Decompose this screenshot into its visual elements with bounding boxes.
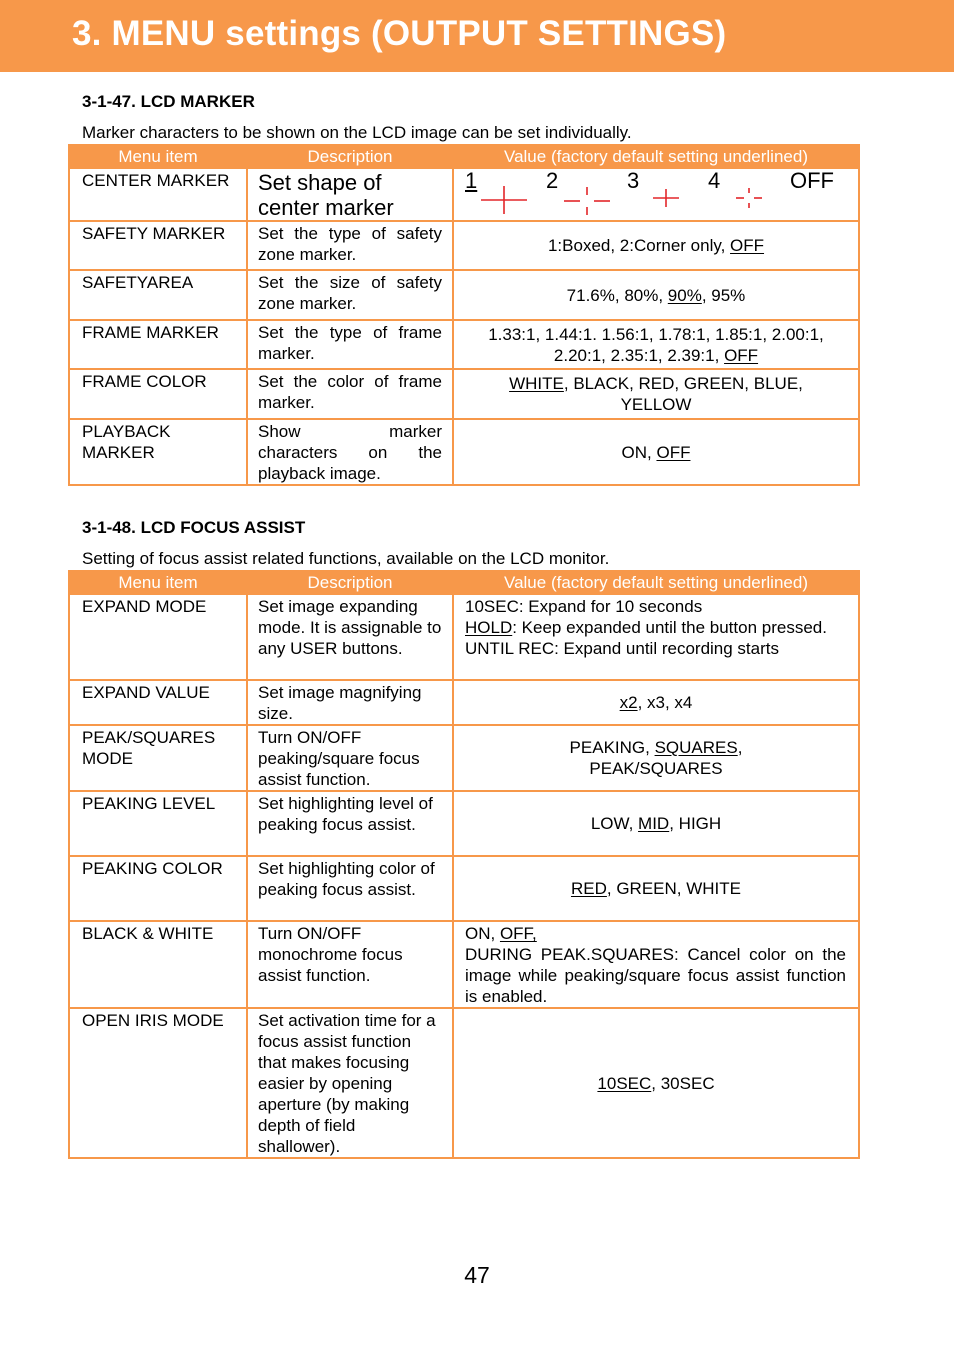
menu-item-safety-marker: SAFETY MARKER	[69, 221, 247, 270]
default-value: x2	[619, 693, 638, 712]
description-safety-marker: Set the type of safety zone marker.	[247, 221, 453, 270]
column-header-value: Value (factory default setting underlined)	[453, 571, 859, 594]
description-peaking-color: Set highlighting color of peaking focus assist.	[247, 856, 453, 921]
column-header-description: Description	[247, 571, 453, 594]
default-value: OFF,	[499, 924, 537, 943]
value-frame-marker: 1.33:1, 1.44:1. 1.56:1, 1.78:1, 1.85:1, 2.00:1, 2.20:1, 2.35:1, 2.39:1, OFF	[453, 320, 859, 369]
default-value: 90%	[667, 285, 702, 305]
column-header-description: Description	[247, 145, 453, 168]
default-value: OFF	[730, 236, 765, 255]
description-open-iris-mode: Set activation time for a focus assist function that makes focusing easier by opening aperture (by making depth of field shallower).	[247, 1008, 453, 1158]
description-center-marker: Set shape of center marker	[247, 168, 453, 221]
table-row-peaking-color	[69, 856, 859, 921]
table-row-open-iris-mode	[69, 1008, 859, 1158]
marker-option-4: 4	[708, 168, 721, 193]
menu-item-expand-value: EXPAND VALUE	[69, 680, 247, 725]
description-playback-marker: Show marker characters on the playback image.	[247, 419, 453, 485]
menu-item-safety-area: SAFETYAREA	[69, 270, 247, 320]
value-playback-marker: ON, OFF	[453, 419, 859, 485]
value-peaking-color: RED, GREEN, WHITE	[453, 856, 859, 921]
menu-item-black-white: BLACK & WHITE	[69, 921, 247, 1008]
value-safety-area: 71.6%, 80%, 90%, 95%	[453, 270, 859, 320]
description-expand-value: Set image magnifying size.	[247, 680, 453, 725]
default-value: 10SEC	[597, 1073, 652, 1093]
crosshair-gapped-icon	[564, 187, 610, 215]
table-header-row	[69, 145, 859, 168]
default-value: MID	[638, 814, 670, 833]
menu-item-expand-mode: EXPAND MODE	[69, 594, 247, 680]
table-row-expand-value	[69, 680, 859, 725]
table-row-safety-marker	[69, 221, 859, 270]
page-number: 47	[464, 1262, 490, 1288]
menu-item-open-iris-mode: OPEN IRIS MODE	[69, 1008, 247, 1158]
description-frame-color: Set the color of frame marker.	[247, 369, 453, 419]
default-value: RED	[570, 879, 607, 898]
value-peak-squares-mode: PEAKING, SQUARES, PEAK/SQUARES	[453, 725, 859, 791]
value-peaking-level: LOW, MID, HIGH	[453, 791, 859, 856]
value-open-iris-mode: 10SEC, 30SEC	[453, 1008, 859, 1158]
menu-item-peaking-level: PEAKING LEVEL	[69, 791, 247, 856]
menu-item-center-marker: CENTER MARKER	[69, 168, 247, 221]
default-value: OFF	[656, 442, 691, 462]
table-row-peak-squares-mode	[69, 725, 859, 791]
menu-item-playback-marker: PLAYBACK MARKER	[69, 419, 247, 485]
section-intro-lcd-focus-assist: Setting of focus assist related functions, available on the LCD monitor.	[82, 549, 610, 568]
value-expand-value: x2, x3, x4	[453, 680, 859, 725]
description-peaking-level: Set highlighting level of peaking focus assist.	[247, 791, 453, 856]
description-expand-mode: Set image expanding mode. It is assignable to any USER buttons.	[247, 594, 453, 680]
value-frame-color: WHITE, BLACK, RED, GREEN, BLUE, YELLOW	[453, 369, 859, 419]
column-header-value: Value (factory default setting underlined)	[453, 145, 859, 168]
lcd-focus-assist-table	[68, 570, 860, 1159]
lcd-marker-table	[68, 144, 860, 486]
default-value: WHITE	[509, 374, 564, 393]
table-header-row	[69, 571, 859, 594]
section-intro-lcd-marker: Marker characters to be shown on the LCD image can be set individually.	[82, 123, 632, 142]
table-row-playback-marker	[69, 419, 859, 485]
value-safety-marker: 1:Boxed, 2:Corner only, OFF	[453, 221, 859, 270]
table-row-frame-marker	[69, 320, 859, 369]
crosshair-small-icon	[653, 189, 679, 207]
column-header-menu-item: Menu item	[69, 145, 247, 168]
default-value: OFF	[724, 345, 759, 365]
marker-option-2: 2	[546, 168, 559, 193]
default-value: SQUARES	[654, 738, 738, 757]
value-center-marker	[453, 168, 859, 221]
marker-option-1: 1	[465, 168, 478, 193]
section-title-lcd-focus-assist: 3-1-48. LCD FOCUS ASSIST	[82, 518, 306, 537]
table-row-peaking-level	[69, 791, 859, 856]
value-black-white: ON, OFF, DURING PEAK.SQUARES: Cancel color on the image while peaking/square focus assist function is enabled.	[453, 921, 859, 1008]
menu-item-frame-marker: FRAME MARKER	[69, 320, 247, 369]
section-title-lcd-marker: 3-1-47. LCD MARKER	[82, 92, 255, 111]
description-frame-marker: Set the type of frame marker.	[247, 320, 453, 369]
description-peak-squares-mode: Turn ON/OFF peaking/square focus assist function.	[247, 725, 453, 791]
page-header-banner	[0, 0, 954, 72]
table-row-safety-area	[69, 270, 859, 320]
value-expand-mode: 10SEC: Expand for 10 seconds HOLD: Keep expanded until the button pressed. UNTIL REC: Expand until recording starts	[453, 594, 859, 680]
table-row-black-white	[69, 921, 859, 1008]
crosshair-small-gapped-icon	[736, 188, 762, 208]
description-safety-area: Set the size of safety zone marker.	[247, 270, 453, 320]
table-row-center-marker	[69, 168, 859, 221]
column-header-menu-item: Menu item	[69, 571, 247, 594]
table-row-expand-mode	[69, 594, 859, 680]
table-row-frame-color	[69, 369, 859, 419]
marker-option-3: 3	[627, 168, 640, 193]
menu-item-peaking-color: PEAKING COLOR	[69, 856, 247, 921]
crosshair-large-icon	[481, 186, 527, 214]
default-value: HOLD	[465, 618, 513, 637]
marker-option-off: OFF	[790, 168, 834, 193]
description-black-white: Turn ON/OFF monochrome focus assist function.	[247, 921, 453, 1008]
menu-item-peak-squares-mode: PEAK/SQUARES MODE	[69, 725, 247, 791]
menu-item-frame-color: FRAME COLOR	[69, 369, 247, 419]
page-title: 3. MENU settings (OUTPUT SETTINGS)	[72, 14, 727, 53]
